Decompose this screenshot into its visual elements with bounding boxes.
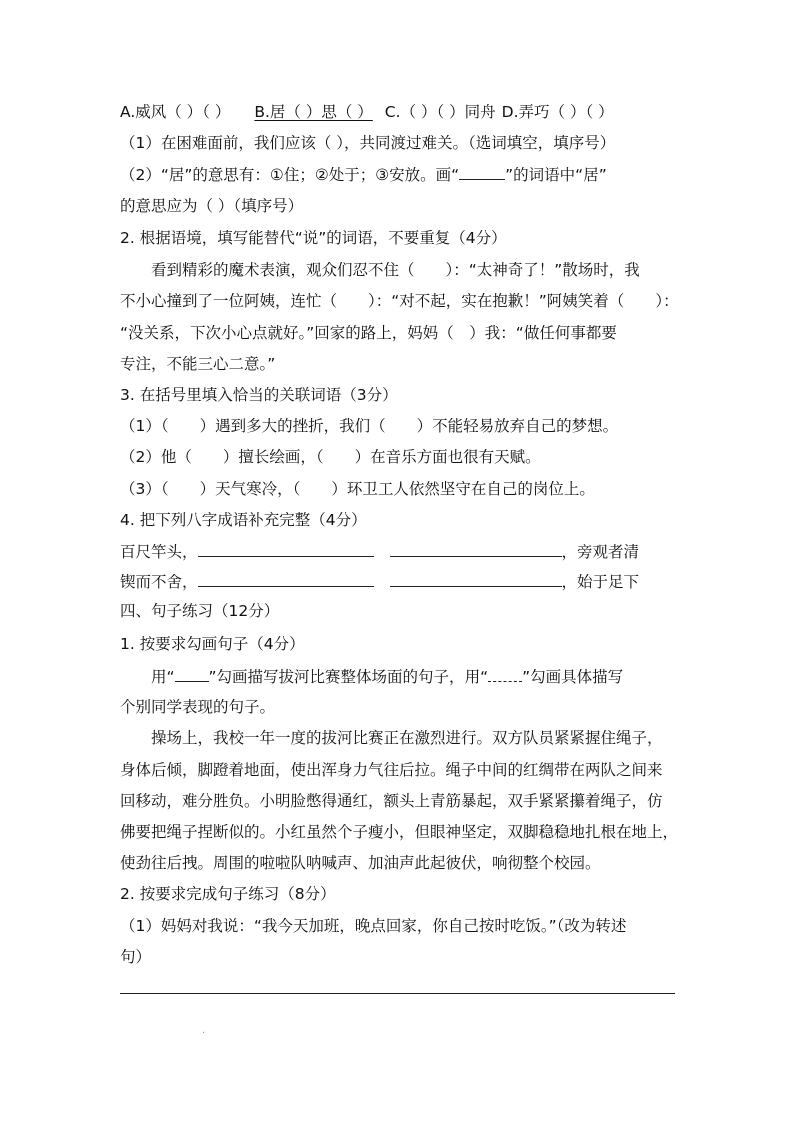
s4-q1-title: 1. 按要求勾画句子（4分）: [120, 635, 305, 653]
choice-b: B.居（ ）思（ ）: [254, 103, 373, 121]
stray-mark: .: [202, 1025, 206, 1036]
passage-line: 回移动，难分胜负。小明脸憋得通红，额头上青筋暴起，双手紧紧攥着绳子，仿: [120, 792, 663, 810]
q1-sub2-text-a: （2）“居”的意思有：①住；②处于；③安放。画“: [120, 166, 460, 184]
idiom-start: 锲而不舍，: [120, 573, 198, 591]
q4-row-1: [120, 541, 680, 561]
s4-q2-sentence: （1）妈妈对我说：“我今天加班，晚点回家，你自己按时吃饭。”（改为转述: [120, 917, 627, 935]
answer-blank[interactable]: [390, 571, 562, 587]
passage-line: 佛要把绳子捏断似的。小红虽然个子瘦小，但眼神坚定，双脚稳稳地扎根在地上，: [120, 823, 679, 841]
s4-q2-title: 2. 按要求完成句子练习（8分）: [120, 885, 336, 903]
q3-sentence: （2）他（ ）擅长绘画，（ ）在音乐方面也很有天赋。: [120, 448, 541, 466]
q4-title: 4. 把下列八字成语补充完整（4分）: [120, 511, 367, 529]
wavy-line-sample: [488, 666, 522, 682]
q1-sub2-text-b: ”的词语中“居”: [505, 166, 607, 184]
q1-sub1: （1）在困难面前，我们应该（ ），共同渡过难关。（选词填空，填序号）: [120, 134, 616, 152]
underline-blank: [459, 164, 505, 180]
q3-sentence: （1）（ ）遇到多大的挫折，我们（ ）不能轻易放弃自己的梦想。: [120, 417, 619, 435]
q3-title: 3. 在括号里填入恰当的关联词语（3分）: [120, 386, 398, 404]
answer-blank[interactable]: [198, 541, 374, 557]
q3-sentence: （3）（ ）天气寒冷，（ ）环卫工人依然坚守在自己的岗位上。: [120, 480, 595, 498]
s4-q1-instruction: [151, 666, 681, 686]
underline-sample: [175, 666, 209, 682]
q2-title: 2. 根据语境，填写能替代“说”的词语，不要重复（4分）: [120, 229, 507, 247]
choice-c: C.（ ）（ ）同舟: [384, 103, 496, 121]
answer-blank[interactable]: [198, 571, 374, 587]
s4-q1-instruction-cont: 个别同学表现的句子。: [120, 698, 276, 716]
instruction-text: ”勾画具体描写: [522, 668, 624, 686]
q1-sub2-cont: 的意思应为（ ）（填序号）: [120, 197, 304, 215]
q2-para-line: “没关系，下次小心点就好。”回家的路上，妈妈（ ）我：“做任何事都要: [120, 324, 617, 342]
passage-line: 操场上，我校一年一度的拔河比赛正在激烈进行。双方队员紧紧握住绳子，: [151, 729, 663, 747]
choice-d: D.弄巧（ ）（ ）: [501, 103, 614, 121]
idiom-end: ，始于足下: [561, 573, 640, 591]
q1-sub2: [120, 164, 680, 184]
idiom-end: ，旁观者清: [561, 543, 640, 561]
answer-line[interactable]: [120, 993, 675, 994]
choice-a: A.威风（ ）（ ）: [120, 103, 231, 121]
passage-line: 身体后倾，脚蹬着地面，使出浑身力气往后拉。绳子中间的红绸带在两队之间来: [120, 761, 663, 779]
section-4-title: 四、句子练习（12分）: [120, 602, 280, 620]
answer-blank[interactable]: [390, 541, 562, 557]
s4-q2-sentence-cont: 句）: [120, 948, 152, 966]
instruction-text: ”勾画描写拔河比赛整体场面的句子，用“: [208, 668, 489, 686]
q2-para-line: 专注，不能三心二意。”: [120, 355, 276, 373]
q2-para-line: 不小心撞到了一位阿姨，连忙（ ）：“对不起，实在抱歉！”阿姨笑着（ ）：: [120, 292, 679, 310]
idiom-start: 百尺竿头，: [120, 543, 198, 561]
idiom-choices-row: [120, 102, 680, 122]
q4-row-2: [120, 571, 680, 591]
q2-para-line: 看到精彩的魔术表演，观众们忍不住（ ）：“太神奇了！”散场时，我: [151, 261, 640, 279]
passage-line: 使劲往后拽。周围的啦啦队呐喊声、加油声此起彼伏，响彻整个校园。: [120, 854, 601, 872]
instruction-text: 用“: [151, 668, 175, 686]
